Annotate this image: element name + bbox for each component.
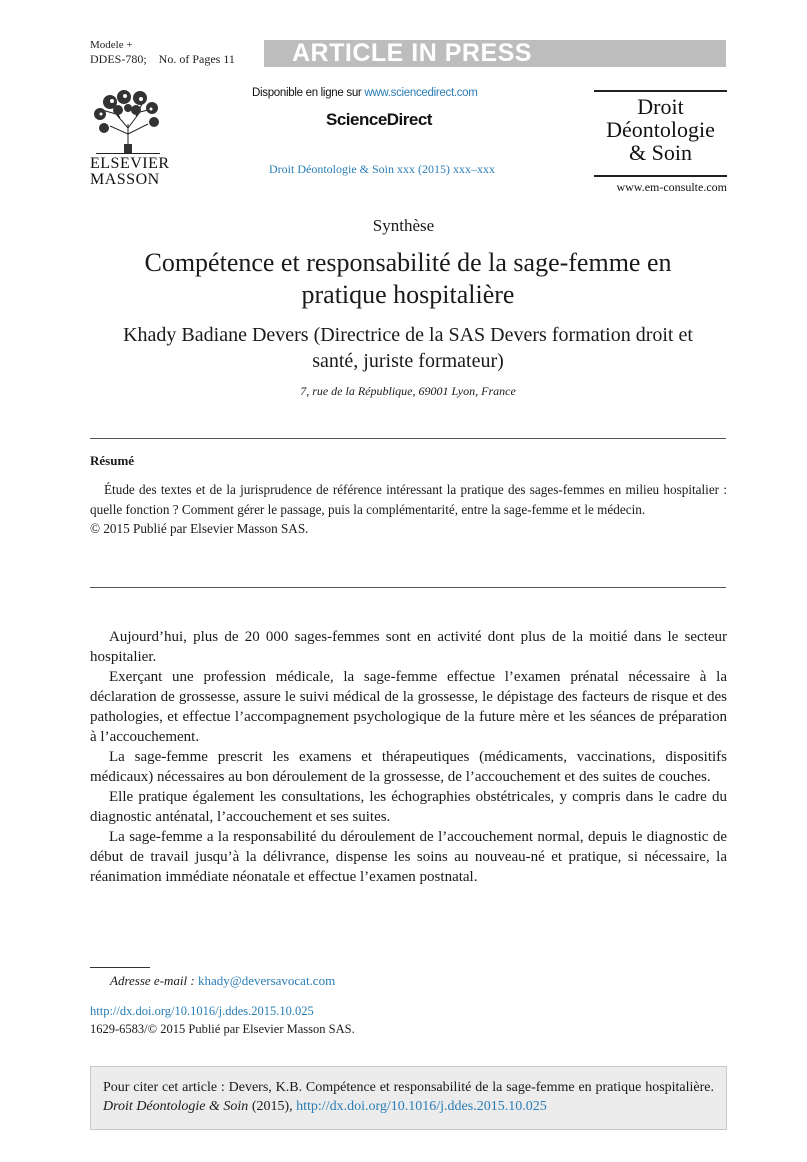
body-paragraph: Aujourd’hui, plus de 20 000 sages-femmes sont en activité dont plus de la moitié dans le secteur hospitalier.	[90, 629, 727, 665]
issn-line: 1629-6583/© 2015 Publié par Elsevier Masson SAS.	[90, 1022, 355, 1036]
cite-year: (2015),	[248, 1099, 297, 1114]
elsevier-tree-logo-icon	[90, 88, 166, 154]
footnote-rule	[90, 967, 150, 968]
journal-logo-line3: & Soin	[629, 140, 692, 165]
author	[90, 322, 726, 374]
cite-journal: Droit Déontologie & Soin	[103, 1099, 249, 1114]
cite-prefix: Pour citer cet article : Devers, K.B. Compétence et responsabilité de la sage-femme en pratique hospitalière.	[103, 1080, 714, 1095]
journal-reference-link[interactable]: Droit Déontologie & Soin xxx (2015) xxx–xxx	[269, 162, 495, 176]
cite-doi-link[interactable]: http://dx.doi.org/10.1016/j.ddes.2015.10.025	[296, 1099, 547, 1114]
page-count: No. of Pages 11	[158, 52, 235, 66]
body-paragraph: Exerçant une profession médicale, la sage-femme effectue l’examen prénatal nécessaire à la déclaration de grossesse, assure le suivi médical de la grossesse, le dépistage des facteurs de risque et des pathologies, et effectue l’accompagnement psychologique de la future mère et les séances de préparation à l’accouchement.	[90, 669, 727, 745]
doc-info	[90, 52, 235, 66]
article-type: Synthèse	[372, 216, 435, 235]
affiliation: 7, rue de la République, 69001 Lyon, France	[300, 384, 516, 398]
body-paragraph: La sage-femme prescrit les examens et thérapeutiques (médicaments, vaccinations, dispositifs médicaux) nécessaires au bon déroulement de la grossesse, de l’accouchement et des suites de couches.	[90, 749, 727, 785]
author-line2: santé, juriste formateur)	[312, 350, 504, 372]
body-paragraph: Elle pratique également les consultations, les échographies obstétricales, y compris dans le cadre du diagnostic anténatal, l’accouchement et ses suites.	[90, 789, 727, 825]
platform-name: ScienceDirect	[326, 110, 432, 129]
doc-code: DDES-780;	[90, 52, 147, 66]
author-email	[110, 973, 335, 989]
publisher-logo-text	[90, 156, 170, 188]
sciencedirect-link[interactable]: www.sciencedirect.com	[364, 87, 478, 99]
email-label: Adresse e-mail :	[110, 973, 198, 988]
abstract-text: Étude des textes et de la jurisprudence de référence intéressant la pratique des sages-femmes en milieu hospitalier : quelle fonction ? Comment gérer le passage, puis la complémentarité, entre la sage-femme et le médecin.	[90, 482, 727, 517]
journal-logo-line1: Droit	[637, 94, 684, 119]
publisher-logo-line1: ELSEVIER	[90, 155, 170, 172]
title-line2: pratique hospitalière	[301, 280, 515, 309]
abstract	[90, 480, 727, 539]
publisher-logo-line2: MASSON	[90, 171, 160, 188]
article-in-press-banner: ARTICLE IN PRESS	[264, 40, 726, 67]
body-paragraph: La sage-femme a la responsabilité du déroulement de l’accouchement normal, depuis le diagnostic de début de travail jusqu’à la délivrance, dispense les soins au nouveau-né et pratique, si nécessaire, la réanimation immédiate néonatale et effectue l’examen postnatal.	[90, 829, 727, 885]
article-body	[90, 627, 727, 887]
divider-top	[90, 438, 726, 439]
model-label: Modele +	[90, 39, 133, 51]
journal-logo-line2: Déontologie	[606, 117, 715, 142]
journal-logo-title	[594, 95, 727, 164]
abstract-copyright: © 2015 Publié par Elsevier Masson SAS.	[90, 521, 309, 536]
available-online	[252, 87, 478, 99]
doi-link[interactable]: http://dx.doi.org/10.1016/j.ddes.2015.10.025	[90, 1004, 314, 1018]
author-line1: Khady Badiane Devers (Directrice de la SAS Devers formation droit et	[123, 324, 693, 346]
citation-box	[90, 1066, 727, 1130]
title-line1: Compétence et responsabilité de la sage-femme en	[144, 248, 672, 277]
abstract-heading: Résumé	[90, 453, 135, 468]
email-link[interactable]: khady@deversavocat.com	[197, 973, 336, 988]
divider-bottom	[90, 587, 726, 588]
journal-website: www.em-consulte.com	[616, 180, 727, 194]
article-title	[90, 247, 726, 311]
available-text: Disponible en ligne sur	[252, 87, 365, 99]
